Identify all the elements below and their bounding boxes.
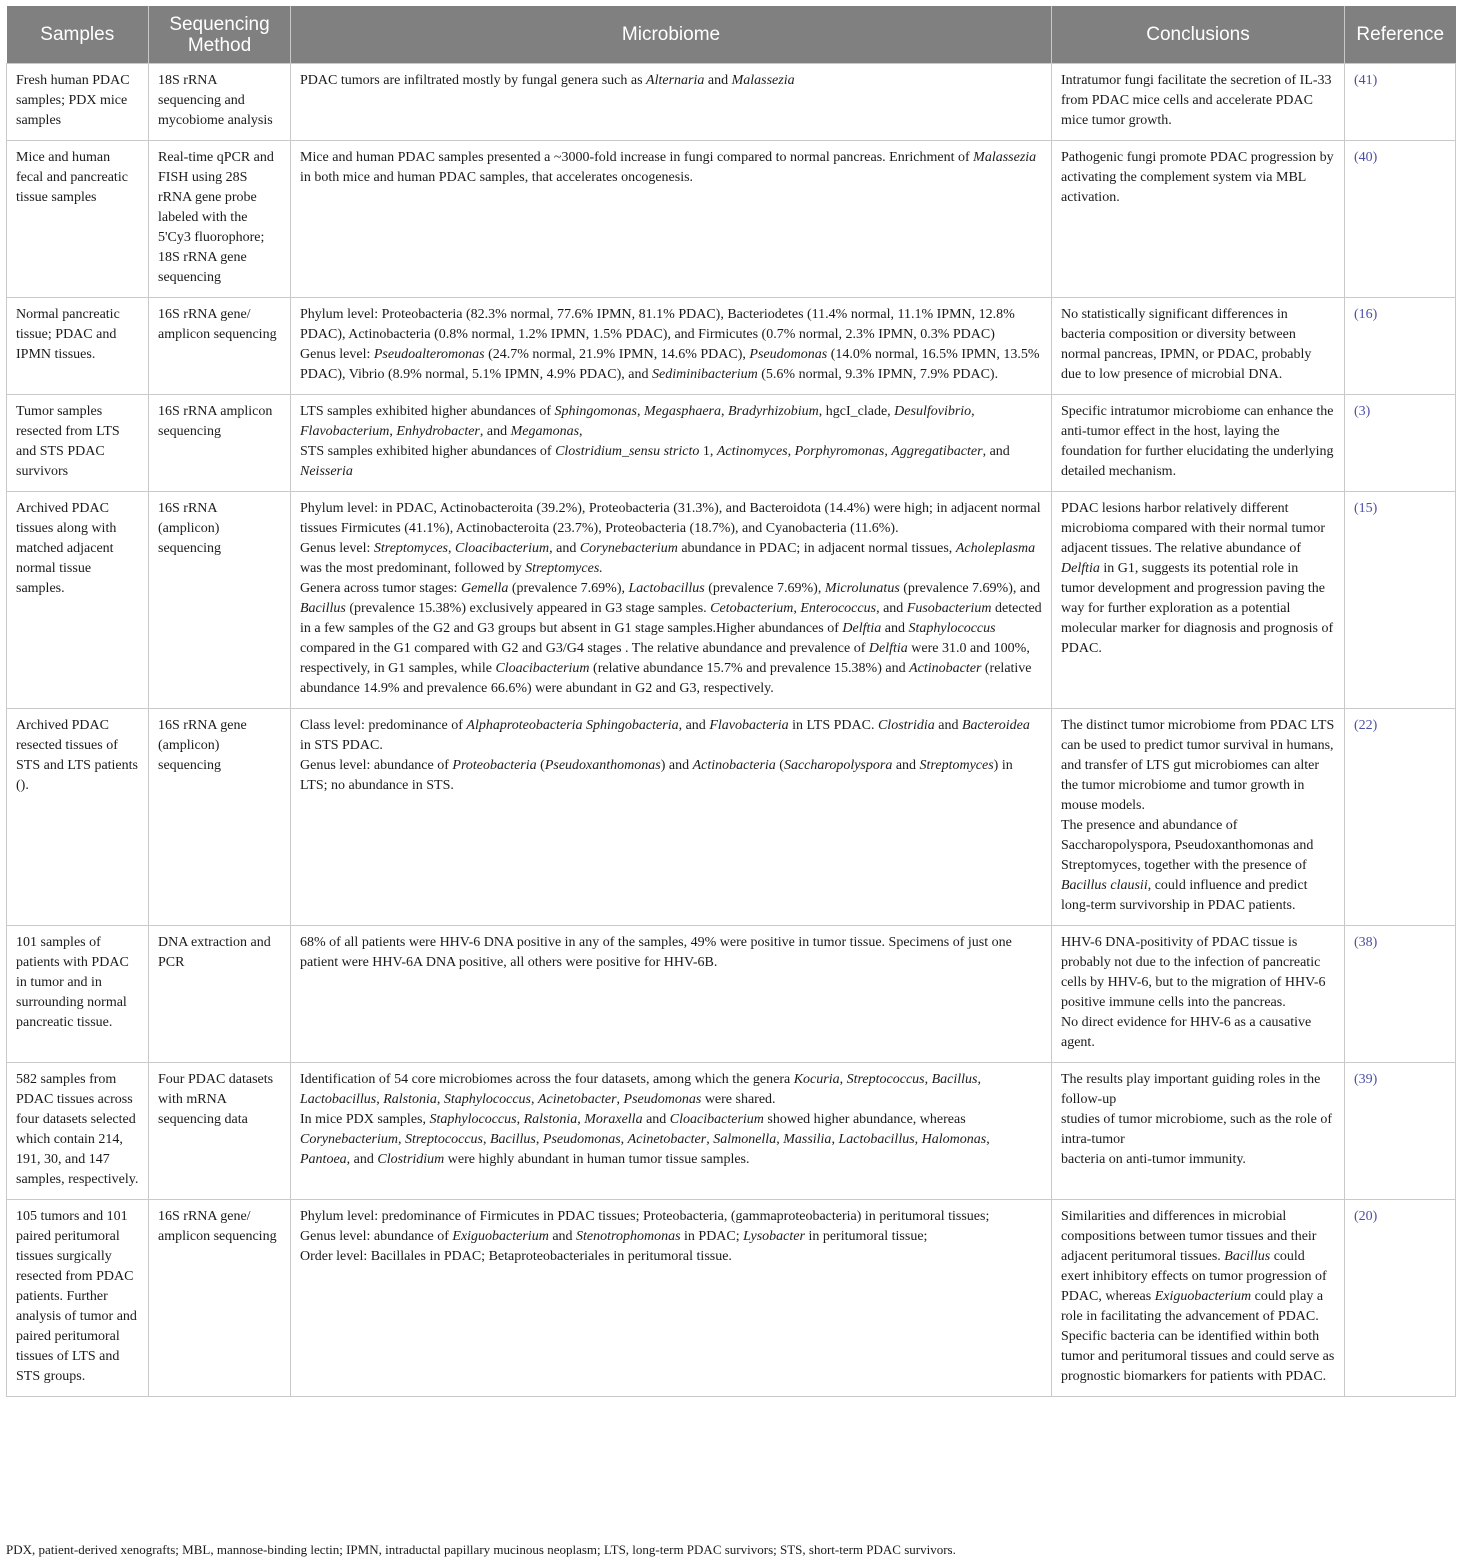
microbiome-paragraph: LTS samples exhibited higher abundances of Sphingomonas, Megasphaera, Bradyrhizobium, hgcI_clade, Desulfovibrio, Flavobacterium, Enhydrobacter, and Megamonas, xyxy=(300,404,975,439)
method-cell: 16S rRNA amplicon sequencing xyxy=(149,395,291,492)
conclusions-cell xyxy=(1052,1200,1345,1397)
microbiome-cell xyxy=(291,141,1052,298)
reference-link[interactable]: (40) xyxy=(1345,141,1456,298)
header-sequencing-method: Sequencing Method xyxy=(149,6,291,64)
reference-link[interactable]: (38) xyxy=(1345,926,1456,1063)
microbiome-paragraph: 68% of all patients were HHV-6 DNA positive in any of the samples, 49% were positive in tumor tissue. Specimens of just one patient were HHV-6A DNA positive, all others were positive for HHV-6B. xyxy=(300,935,1012,970)
header-row xyxy=(7,6,1456,64)
reference-link[interactable]: (20) xyxy=(1345,1200,1456,1397)
header-conclusions: Conclusions xyxy=(1052,6,1345,64)
method-cell: 16S rRNA gene/ amplicon sequencing xyxy=(149,1200,291,1397)
conclusion-paragraph: Specific intratumor microbiome can enhance the anti-tumor effect in the host, laying the foundation for further elucidating the underlying detailed mechanism. xyxy=(1061,404,1334,479)
conclusions-cell xyxy=(1052,492,1345,709)
conclusion-paragraph: PDAC lesions harbor relatively different microbioma compared with their normal tumor adjacent tissues. The relative abundance of Delftia in G1, suggests its potential role in tumor development and progression paving the way for further exploration as a potential molecular marker for diagnosis and prognosis of PDAC. xyxy=(1061,501,1334,656)
conclusion-paragraph: bacteria on anti-tumor immunity. xyxy=(1061,1152,1246,1167)
microbiome-cell xyxy=(291,492,1052,709)
samples-cell: Tumor samples resected from LTS and STS PDAC survivors xyxy=(7,395,149,492)
table-container xyxy=(6,6,1455,1397)
reference-link[interactable]: (3) xyxy=(1345,395,1456,492)
conclusions-cell xyxy=(1052,64,1345,141)
conclusion-paragraph: HHV-6 DNA-positivity of PDAC tissue is probably not due to the infection of pancreatic cells by HHV-6, but to the migration of HHV-6 positive immune cells into the pancreas. xyxy=(1061,935,1326,1010)
microbiome-paragraph: Genus level: Pseudoalteromonas (24.7% normal, 21.9% IPMN, 14.6% PDAC), Pseudomonas (14.0% normal, 16.5% IPMN, 13.5% PDAC), Vibrio (8.9% normal, 5.1% IPMN, 4.9% PDAC), and Sediminibacterium (5.6% normal, 9.3% IPMN, 7.9% PDAC). xyxy=(300,347,1040,382)
table-row xyxy=(7,709,1456,926)
table-body xyxy=(7,64,1456,1397)
microbiome-cell xyxy=(291,395,1052,492)
reference-link[interactable]: (39) xyxy=(1345,1063,1456,1200)
microbiome-paragraph: Phylum level: predominance of Firmicutes in PDAC tissues; Proteobacteria, (gammaproteobacteria) in peritumoral tissues; xyxy=(300,1209,990,1224)
microbiome-table xyxy=(6,6,1456,1397)
table-row xyxy=(7,64,1456,141)
conclusion-paragraph: The distinct tumor microbiome from PDAC LTS can be used to predict tumor survival in humans, and transfer of LTS gut microbiomes can alter the tumor microbiome and tumor growth in mouse models. xyxy=(1061,718,1335,813)
method-cell: 16S rRNA gene/ amplicon sequencing xyxy=(149,298,291,395)
microbiome-paragraph: In mice PDX samples, Staphylococcus, Ralstonia, Moraxella and Cloacibacterium showed higher abundance, whereas Corynebacterium, Streptococcus, Bacillus, Pseudomonas, Acinetobacter, Salmonella, Massilia, Lactobacillus, Halomonas, Pantoea, and Clostridium were highly abundant in human tumor tissue samples. xyxy=(300,1112,990,1167)
header-samples: Samples xyxy=(7,6,149,64)
microbiome-paragraph: Phylum level: in PDAC, Actinobacteroita (39.2%), Proteobacteria (31.3%), and Bacteroidota (14.4%) were high; in adjacent normal tissues Firmicutes (41.1%), Actinobacteroita (23.7%), Proteobacteria (18.7%), and Cyanobacteria (11.6%). xyxy=(300,501,1041,536)
samples-cell: Archived PDAC resected tissues of STS and LTS patients (). xyxy=(7,709,149,926)
table-row xyxy=(7,492,1456,709)
microbiome-paragraph: Genus level: Streptomyces, Cloacibacterium, and Corynebacterium abundance in PDAC; in adjacent normal tissues, Acholeplasma was the most predominant, followed by Streptomyces. xyxy=(300,541,1036,576)
method-cell: 16S rRNA (amplicon) sequencing xyxy=(149,492,291,709)
reference-link[interactable]: (16) xyxy=(1345,298,1456,395)
microbiome-cell xyxy=(291,1063,1052,1200)
microbiome-cell xyxy=(291,709,1052,926)
conclusion-paragraph: Pathogenic fungi promote PDAC progression by activating the complement system via MBL activation. xyxy=(1061,150,1334,205)
samples-cell: Normal pancreatic tissue; PDAC and IPMN tissues. xyxy=(7,298,149,395)
table-row xyxy=(7,395,1456,492)
microbiome-paragraph: PDAC tumors are infiltrated mostly by fungal genera such as Alternaria and Malassezia xyxy=(300,73,795,88)
method-cell: DNA extraction and PCR xyxy=(149,926,291,1063)
conclusions-cell xyxy=(1052,395,1345,492)
table-row xyxy=(7,1063,1456,1200)
table-row xyxy=(7,1200,1456,1397)
microbiome-paragraph: Identification of 54 core microbiomes across the four datasets, among which the genera Kocuria, Streptococcus, Bacillus, Lactobacillus, Ralstonia, Staphylococcus, Acinetobacter, Pseudomonas were shared. xyxy=(300,1072,982,1107)
microbiome-cell xyxy=(291,1200,1052,1397)
microbiome-paragraph: Genera across tumor stages: Gemella (prevalence 7.69%), Lactobacillus (prevalence 7.69%), Microlunatus (prevalence 7.69%), and Bacillus (prevalence 15.38%) exclusively appeared in G3 stage samples. Cetobacterium, Enterococcus, and Fusobacterium detected in a few samples of the G2 and G3 groups but absent in G1 stage samples.Higher abundances of Delftia and Staphylococcus compared in the G1 compared with G2 and G3/G4 stages . The relative abundance and prevalence of Delftia were 31.0 and 100%, respectively, in G1 samples, while Cloacibacterium (relative abundance 15.7% and prevalence 15.38%) and Actinobacter (relative abundance 14.9% and prevalence 66.6%) were abundant in G2 and G3, respectively. xyxy=(300,581,1042,696)
microbiome-cell xyxy=(291,64,1052,141)
samples-cell: Archived PDAC tissues along with matched adjacent normal tissue samples. xyxy=(7,492,149,709)
reference-link[interactable]: (41) xyxy=(1345,64,1456,141)
conclusion-paragraph: Similarities and differences in microbial compositions between tumor tissues and their adjacent peritumoral tissues. Bacillus could exert inhibitory effects on tumor progression of PDAC, whereas Exiguobacterium could play a role in facilitating the advancement of PDAC. Specific bacteria can be identified within both tumor and peritumoral tissues and could serve as prognostic biomarkers for patients with PDAC. xyxy=(1061,1209,1335,1384)
method-cell: 16S rRNA gene (amplicon) sequencing xyxy=(149,709,291,926)
table-row xyxy=(7,926,1456,1063)
table-footnote: PDX, patient-derived xenografts; MBL, mannose-binding lectin; IPMN, intraductal papillary mucinous neoplasm; LTS, long-term PDAC survivors; STS, short-term PDAC survivors. xyxy=(6,1542,956,1557)
microbiome-cell xyxy=(291,926,1052,1063)
microbiome-cell xyxy=(291,298,1052,395)
conclusion-paragraph: No direct evidence for HHV-6 as a causative agent. xyxy=(1061,1015,1312,1050)
microbiome-paragraph: Genus level: abundance of Exiguobacterium and Stenotrophomonas in PDAC; Lysobacter in peritumoral tissue; xyxy=(300,1229,928,1244)
conclusion-paragraph: studies of tumor microbiome, such as the role of intra-tumor xyxy=(1061,1112,1332,1147)
reference-link[interactable]: (22) xyxy=(1345,709,1456,926)
conclusion-paragraph: The results play important guiding roles in the follow-up xyxy=(1061,1072,1321,1107)
samples-cell: Mice and human fecal and pancreatic tissue samples xyxy=(7,141,149,298)
microbiome-paragraph: Class level: predominance of Alphaproteobacteria Sphingobacteria, and Flavobacteria in LTS PDAC. Clostridia and Bacteroidea in STS PDAC. xyxy=(300,718,1030,753)
samples-cell: 101 samples of patients with PDAC in tumor and in surrounding normal pancreatic tissue. xyxy=(7,926,149,1063)
method-cell: Four PDAC datasets with mRNA sequencing data xyxy=(149,1063,291,1200)
samples-cell: 105 tumors and 101 paired peritumoral tissues surgically resected from PDAC patients. Further analysis of tumor and paired peritumoral tissues of LTS and STS groups. xyxy=(7,1200,149,1397)
conclusion-paragraph: No statistically significant differences in bacteria composition or diversity between normal pancreas, IPMN, or PDAC, probably due to low presence of microbial DNA. xyxy=(1061,307,1312,382)
table-row xyxy=(7,141,1456,298)
samples-cell: 582 samples from PDAC tissues across four datasets selected which contain 214, 191, 30, and 147 samples, respectively. xyxy=(7,1063,149,1200)
microbiome-paragraph: Phylum level: Proteobacteria (82.3% normal, 77.6% IPMN, 81.1% PDAC), Bacteriodetes (11.4% normal, 11.1% IPMN, 12.8% PDAC), Actinobacteria (0.8% normal, 1.2% IPMN, 1.5% PDAC), and Firmicutes (0.7% normal, 2.3% IPMN, 0.3% PDAC) xyxy=(300,307,1015,342)
conclusions-cell xyxy=(1052,926,1345,1063)
samples-cell: Fresh human PDAC samples; PDX mice samples xyxy=(7,64,149,141)
microbiome-paragraph: STS samples exhibited higher abundances of Clostridium_sensu stricto 1, Actinomyces, Porphyromonas, Aggregatibacter, and Neisseria xyxy=(300,444,1010,479)
header-microbiome: Microbiome xyxy=(291,6,1052,64)
method-cell: Real-time qPCR and FISH using 28S rRNA gene probe labeled with the 5'Cy3 fluorophore; 18S rRNA gene sequencing xyxy=(149,141,291,298)
table-row xyxy=(7,298,1456,395)
method-cell: 18S rRNA sequencing and mycobiome analysis xyxy=(149,64,291,141)
conclusions-cell xyxy=(1052,709,1345,926)
reference-link[interactable]: (15) xyxy=(1345,492,1456,709)
conclusion-paragraph: The presence and abundance of Saccharopolyspora, Pseudoxanthomonas and Streptomyces, together with the presence of Bacillus clausii, could influence and predict long-term survivorship in PDAC patients. xyxy=(1061,818,1314,913)
conclusion-paragraph: Intratumor fungi facilitate the secretion of IL-33 from PDAC mice cells and accelerate PDAC mice tumor growth. xyxy=(1061,73,1332,128)
conclusions-cell xyxy=(1052,298,1345,395)
header-reference: Reference xyxy=(1345,6,1456,64)
microbiome-paragraph: Order level: Bacillales in PDAC; Betaproteobacteriales in peritumoral tissue. xyxy=(300,1249,732,1264)
microbiome-paragraph: Mice and human PDAC samples presented a ~3000-fold increase in fungi compared to normal pancreas. Enrichment of Malassezia in both mice and human PDAC samples, that accelerates oncogenesis. xyxy=(300,150,1037,185)
conclusions-cell xyxy=(1052,141,1345,298)
conclusions-cell xyxy=(1052,1063,1345,1200)
microbiome-paragraph: Genus level: abundance of Proteobacteria (Pseudoxanthomonas) and Actinobacteria (Saccharopolyspora and Streptomyces) in LTS; no abundance in STS. xyxy=(300,758,1013,793)
